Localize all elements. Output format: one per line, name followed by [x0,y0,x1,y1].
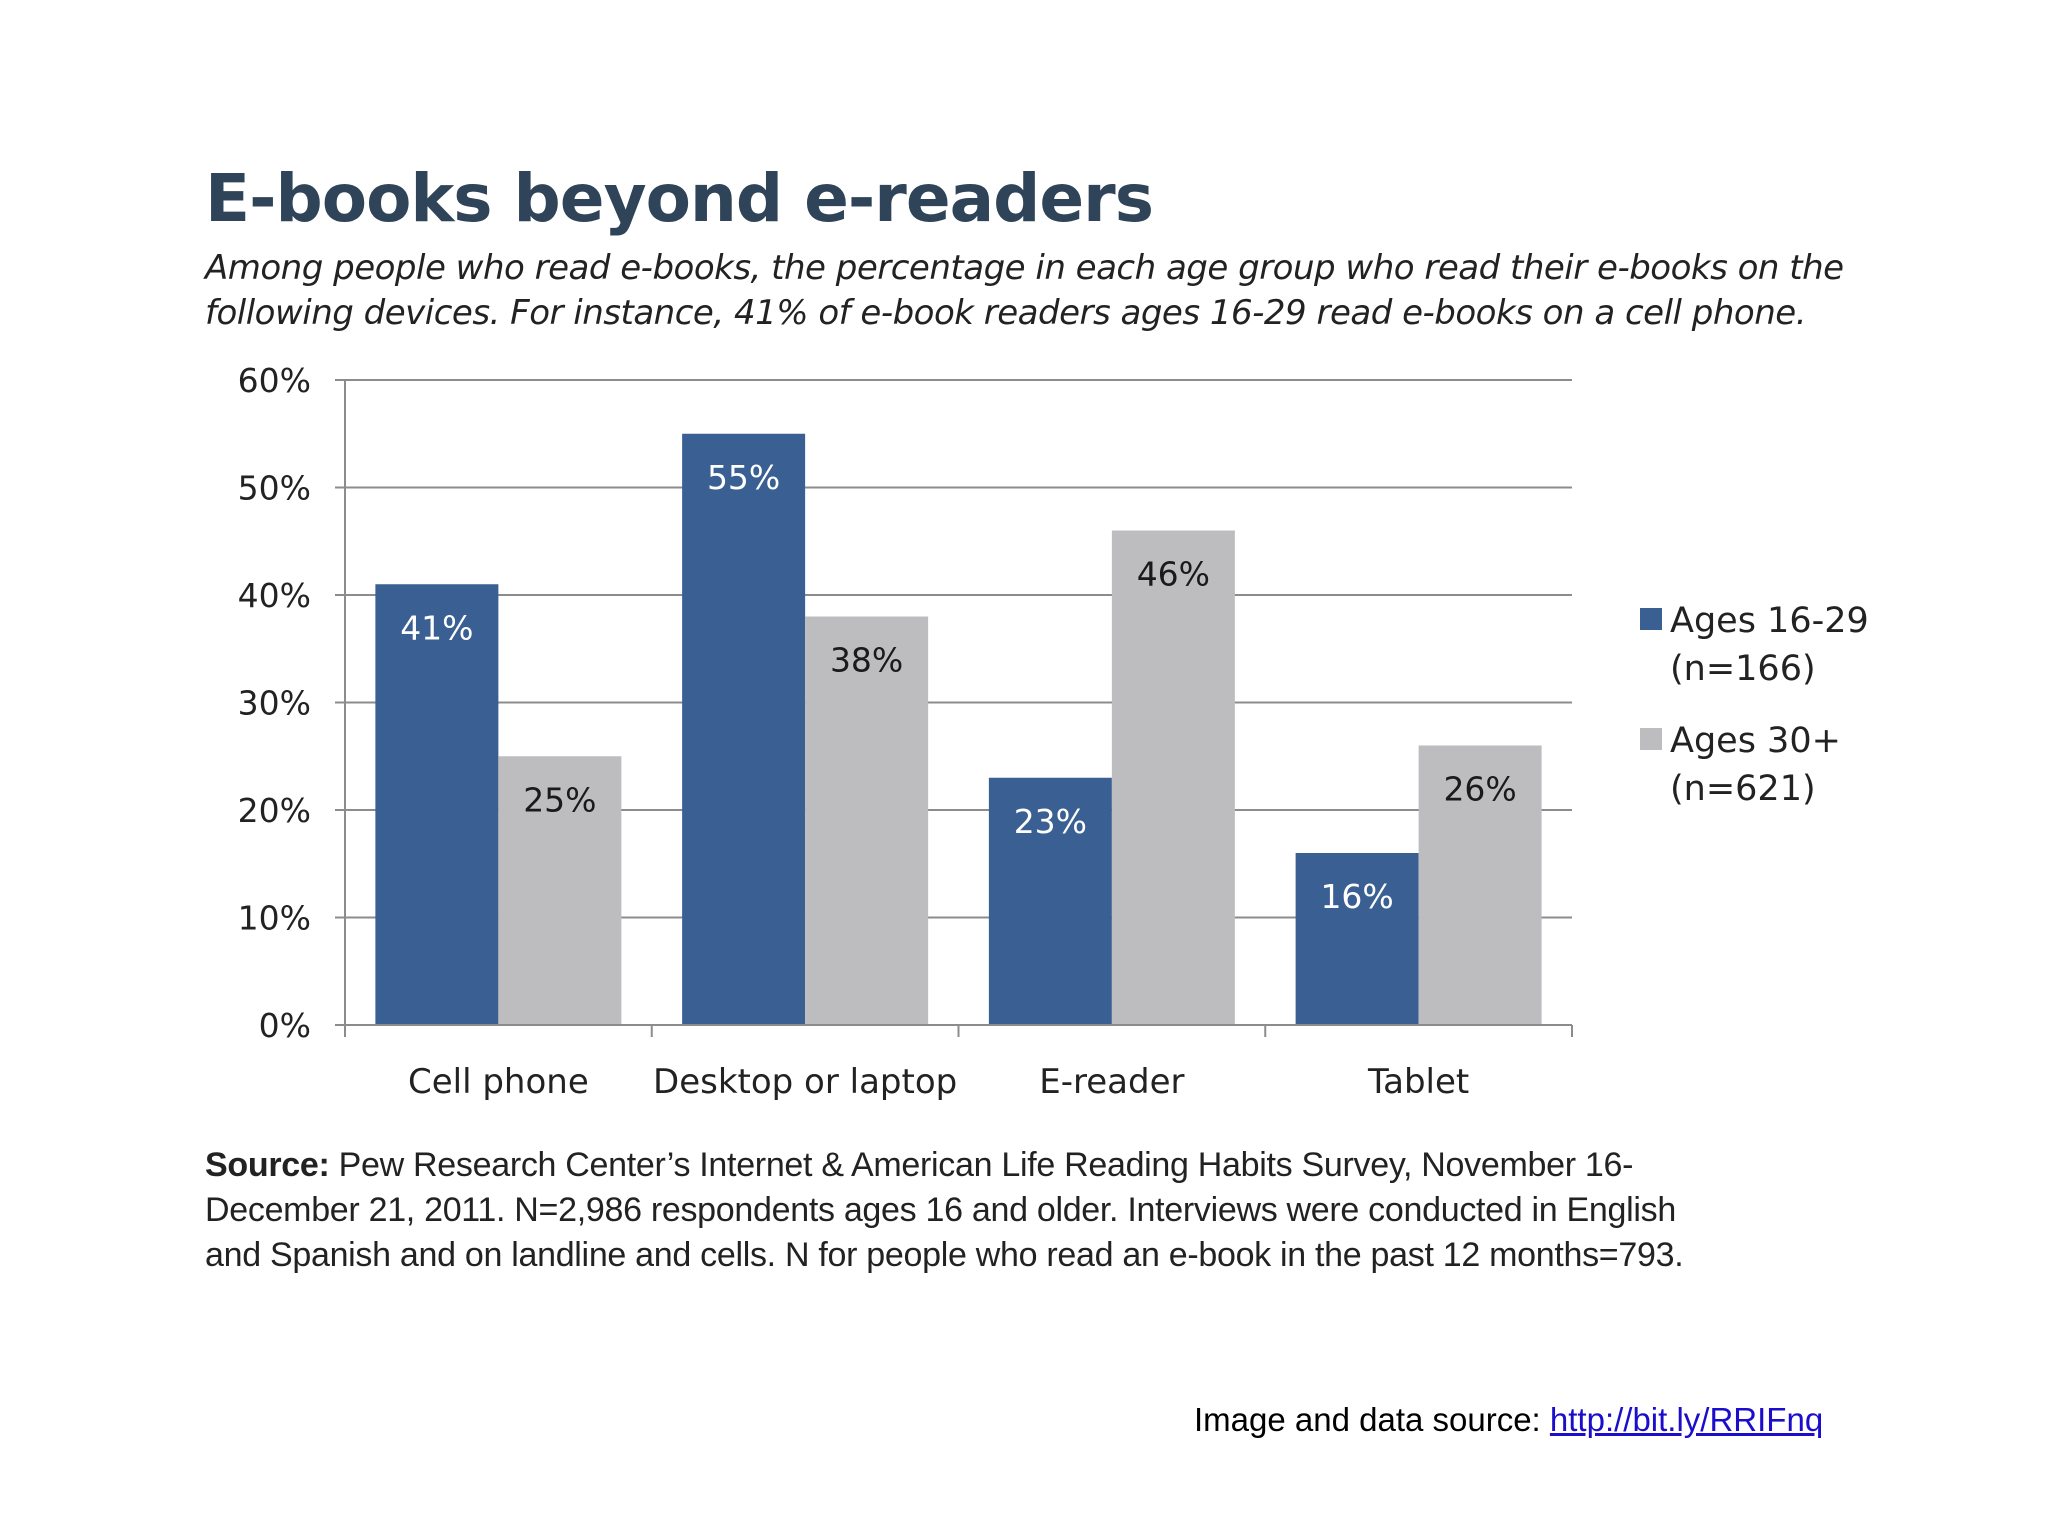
y-tick-label: 60% [237,361,311,400]
subtitle-line-2: following devices. For instance, 41% of e-book readers ages 16-29 read e-books on a cell phone. [205,293,1807,333]
source-note-line-1 [205,1143,1905,1188]
bar-value-label: 38% [829,640,904,680]
image-credit [1194,1401,1823,1439]
bar-value-label: 16% [1320,877,1394,916]
y-tick-label: 30% [237,683,311,723]
credit-link[interactable]: http://bit.ly/RRIFnq [1549,1401,1824,1438]
x-category-label: Tablet [1367,1062,1470,1102]
x-category-label: Desktop or laptop [653,1062,958,1102]
legend-label: Ages 30+ [1670,721,1841,761]
legend-swatch [1640,728,1662,750]
bar-value-label: 25% [523,780,597,820]
bar-value-label: 41% [400,608,474,648]
y-tick-label: 10% [237,898,311,938]
x-axis-labels [408,1062,1469,1102]
bar-value-label: 23% [1013,801,1088,841]
source-lead: Source: [205,1146,330,1184]
legend-label: Ages 16-29 [1670,601,1869,641]
y-axis-ticks [238,361,311,1045]
x-category-label: E-reader [1039,1062,1185,1102]
y-tick-label: 0% [258,1006,311,1045]
bar [375,584,498,1025]
x-category-label: Cell phone [407,1062,589,1102]
bar-value-label: 46% [1136,554,1211,594]
credit-text: Image and data source: [1194,1401,1550,1438]
source-note [205,1143,1905,1278]
legend-label: (n=621) [1670,769,1816,809]
y-tick-label: 20% [237,791,311,830]
bar-value-label: 55% [706,457,781,497]
source-text-1: Pew Research Center’s Internet & American Life Reading Habits Survey, November 16- [329,1146,1634,1184]
bars [375,434,1541,1025]
subtitle-line-1: Among people who read e-books, the percentage in each age group who read their e-books on the [205,248,1844,288]
source-note-line-2: December 21, 2011. N=2,986 respondents ages 16 and older. Interviews were conducted in English [205,1191,1676,1229]
chart-title: E-books beyond e-readers [205,160,1153,237]
y-tick-label: 40% [237,576,311,615]
source-note-line-3: and Spanish and on landline and cells. N for people who read an e-book in the past 12 months=793. [205,1236,1684,1274]
bar [1112,531,1235,1026]
legend [1640,601,1869,809]
legend-label: (n=166) [1670,649,1816,689]
y-tick-label: 50% [237,468,311,508]
legend-swatch [1640,608,1662,630]
bar-value-label: 26% [1443,769,1517,809]
bar [682,434,805,1025]
